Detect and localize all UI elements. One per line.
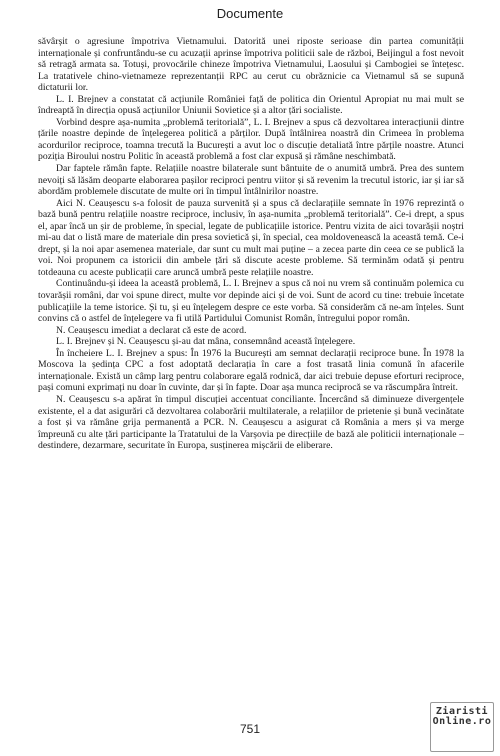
watermark-line-1: Ziaristi [435, 706, 489, 717]
paragraph-4: Dar faptele rămân fapte. Relațiile noastre bilaterale sunt bântuite de o anumită umbră. Prea des suntem nevoiți să lăsăm deoparte elaborarea pașilor reciproci pentru viitor și să revenim la trecutul istoric, iar și iar să abordăm problemele discutate de multe ori în timpul întâlnirilor noastre. [38, 163, 464, 198]
paragraph-6: Continuându-și ideea la această problemă, L. I. Brejnev a spus că noi nu vrem să continuăm polemica cu tovarășii români, dar voi spune direct, multe vor depinde aici și de voi. Sunt de acord cu tine: trebuie încetate publicațiile la teme istorice. Și tu, și eu înțelegem despre ce este vorba. Să considerăm că ne-am înțeles. Sunt convins că o astfel de înțelegere va fi utilă Partidului Comunist Român, întregului popor român. [38, 278, 464, 325]
paragraph-1: săvârșit o agresiune împotriva Vietnamului. Datorită unei riposte serioase din partea comunității internaționale și confruntându-se cu acuzații aprinse împotriva politicii sale de război, Beijingul a fost nevoit să retragă armata sa. Totuși, provocările chineze împotriva Vietnamului, Laosului și Cambogiei se întețesc. La tratativele chino-vietnameze reprezentanții RPC au cerut cu obrăznicie ca Vietnamul să se supună dictaturii lor. [38, 36, 464, 94]
paragraph-10: N. Ceaușescu s-a apărat în timpul discuției accentuat conciliante. Încercând să diminueze divergențele existente, el a dat asigurări că dezvoltarea colaborării multilaterale, a relațiilor de prietenie și bună vecinătate a fost și va rămâne grija permanentă a PCR. N. Ceaușescu a asigurat că România a mers și va merge împreună cu alte țări participante la Tratatului de la Varșovia pe direcțiile de bază ale politicii internaționale – destindere, dezarmare, securitate în Europa, susținerea mișcării de eliberare. [38, 393, 464, 452]
running-header: Documente [216, 6, 284, 21]
paragraph-9: În încheiere L. I. Brejnev a spus: În 1976 la București am semnat declarații reciproce bune. În 1978 la Moscova la ședința CPC a fost adoptată declarația în care a fost trasată linia comună în afacerile internaționale. Există un câmp larg pentru colaborare egală rodnică, dar aici trebuie depuse eforturi reciproce, pași comuni exprimați nu doar în cuvinte, dar și în fapte. Doar așa munca reciprocă se va răscumpăra întreit. [38, 347, 464, 394]
paragraph-3: Vorbind despre așa-numita „problemă teritorială”, L. I. Brejnev a spus că dezvoltarea interacțiunii dintre țările noastre depinde de înțelegerea politică a părților. După întâlnirea noastră din Crimeea în problema acordurilor reciproce, toamna trecută la București a avut loc o discuție detaliată între părțile noastre. Atunci poziția Biroului nostru Politic în această problemă a fost clar expusă și rămâne neschimbată. [38, 116, 464, 163]
document-body [38, 36, 464, 452]
paragraph-5: Aici N. Ceaușescu s-a folosit de pauza survenită și a spus că declarațiile semnate în 1976 reprezintă o bază bună pentru relațiile noastre reciproce, inclusiv, în așa-numita „problemă teritorială”. Ce-i drept, a spus el, apar încă un șir de probleme, în special, legate de publicațiile istorice. Pentru vizita de aici tovarășii noștri mi-au dat o listă mare de materiale din presa sovietică și, în special, cea moldovenească la această temă. Ce-i drept, și la noi apar asemenea materiale, dar sunt cu mult mai puține – a zecea parte din ceea ce se publică la voi. Noi propunem ca istoricii din ambele țări să discute aceste probleme. Să terminăm odată și pentru totdeauna cu aceste publicații care aruncă umbră peste relațiile noastre. [38, 197, 464, 278]
paragraph-2: L. I. Brejnev a constatat că acțiunile României față de politica din Orientul Apropiat nu mai mult se îndreaptă în direcția opusă acțiunilor Uniunii Sovietice și a altor țări socialiste. [38, 93, 464, 117]
paragraph-8: L. I. Brejnev și N. Ceaușescu și-au dat mâna, consemnând această înțelegere. [56, 336, 356, 348]
page-number: 751 [239, 722, 261, 736]
paragraph-7: N. Ceaușescu imediat a declarat că este de acord. [56, 324, 247, 336]
watermark-logo [430, 702, 494, 752]
watermark-line-2: Online.ro [432, 716, 492, 727]
